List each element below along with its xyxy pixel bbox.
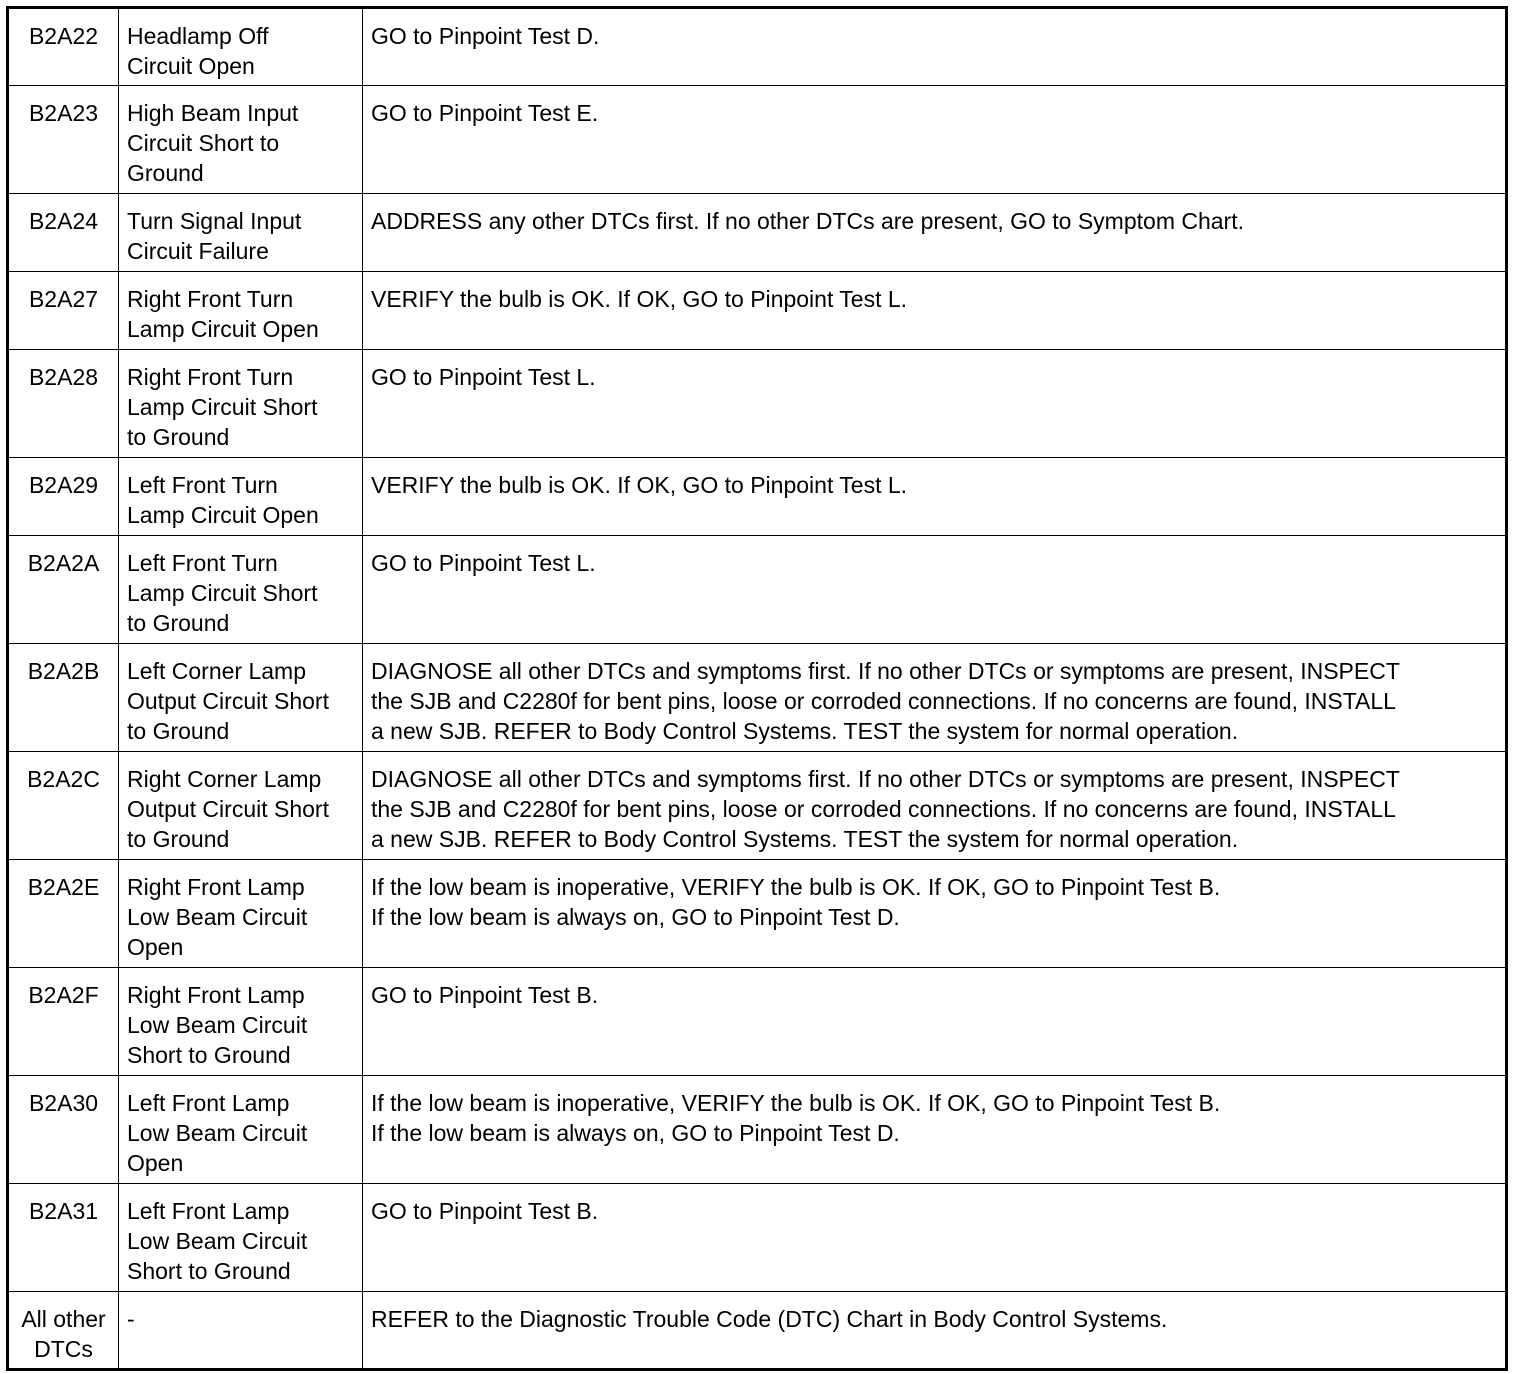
dtc-action: VERIFY the bulb is OK. If OK, GO to Pinpoint Test L. — [363, 272, 1507, 350]
dtc-code: B2A2F — [8, 968, 119, 1076]
dtc-action: ADDRESS any other DTCs first. If no other DTCs are present, GO to Symptom Chart. — [363, 194, 1507, 272]
dtc-code: B2A30 — [8, 1076, 119, 1184]
table-row — [8, 350, 1507, 458]
dtc-description: Turn Signal Input Circuit Failure — [119, 194, 363, 272]
dtc-code: B2A31 — [8, 1184, 119, 1292]
table-row — [8, 194, 1507, 272]
dtc-description: Left Front Lamp Low Beam Circuit Open — [119, 1076, 363, 1184]
dtc-description: Right Front Lamp Low Beam Circuit Open — [119, 860, 363, 968]
dtc-action: If the low beam is inoperative, VERIFY the bulb is OK. If OK, GO to Pinpoint Test B. If the low beam is always on, GO to Pinpoint Test D. — [363, 860, 1507, 968]
dtc-action: DIAGNOSE all other DTCs and symptoms first. If no other DTCs or symptoms are present, INSPECT the SJB and C2280f for bent pins, loose or corroded connections. If no concerns are found, INSTALL a new SJB. REFER to Body Control Systems. TEST the system for normal operation. — [363, 752, 1507, 860]
dtc-description: - — [119, 1292, 363, 1370]
dtc-description: Headlamp Off Circuit Open — [119, 8, 363, 86]
table-row — [8, 272, 1507, 350]
dtc-table-body — [8, 8, 1507, 1370]
dtc-description: Right Front Lamp Low Beam Circuit Short to Ground — [119, 968, 363, 1076]
dtc-description: Left Front Lamp Low Beam Circuit Short to Ground — [119, 1184, 363, 1292]
table-row — [8, 644, 1507, 752]
dtc-code: B2A2A — [8, 536, 119, 644]
dtc-action: If the low beam is inoperative, VERIFY the bulb is OK. If OK, GO to Pinpoint Test B. If the low beam is always on, GO to Pinpoint Test D. — [363, 1076, 1507, 1184]
dtc-code: B2A22 — [8, 8, 119, 86]
dtc-table — [6, 6, 1508, 1371]
dtc-description: Right Corner Lamp Output Circuit Short to Ground — [119, 752, 363, 860]
dtc-code: B2A27 — [8, 272, 119, 350]
dtc-action: VERIFY the bulb is OK. If OK, GO to Pinpoint Test L. — [363, 458, 1507, 536]
dtc-code: B2A2E — [8, 860, 119, 968]
dtc-description: Right Front Turn Lamp Circuit Short to Ground — [119, 350, 363, 458]
dtc-code: B2A23 — [8, 86, 119, 194]
dtc-code: B2A28 — [8, 350, 119, 458]
table-row — [8, 1076, 1507, 1184]
dtc-action: GO to Pinpoint Test L. — [363, 350, 1507, 458]
table-row — [8, 86, 1507, 194]
table-row — [8, 752, 1507, 860]
dtc-action: GO to Pinpoint Test B. — [363, 968, 1507, 1076]
dtc-code: B2A29 — [8, 458, 119, 536]
dtc-action: GO to Pinpoint Test D. — [363, 8, 1507, 86]
dtc-action: GO to Pinpoint Test B. — [363, 1184, 1507, 1292]
dtc-code: B2A24 — [8, 194, 119, 272]
table-row — [8, 968, 1507, 1076]
dtc-code: B2A2C — [8, 752, 119, 860]
table-row — [8, 860, 1507, 968]
table-row — [8, 1292, 1507, 1370]
table-row — [8, 8, 1507, 86]
dtc-action: DIAGNOSE all other DTCs and symptoms first. If no other DTCs or symptoms are present, INSPECT the SJB and C2280f for bent pins, loose or corroded connections. If no concerns are found, INSTALL a new SJB. REFER to Body Control Systems. TEST the system for normal operation. — [363, 644, 1507, 752]
dtc-code: All other DTCs — [8, 1292, 119, 1370]
dtc-description: High Beam Input Circuit Short to Ground — [119, 86, 363, 194]
dtc-action: GO to Pinpoint Test L. — [363, 536, 1507, 644]
table-row — [8, 458, 1507, 536]
dtc-description: Left Front Turn Lamp Circuit Open — [119, 458, 363, 536]
dtc-action: GO to Pinpoint Test E. — [363, 86, 1507, 194]
dtc-description: Left Front Turn Lamp Circuit Short to Ground — [119, 536, 363, 644]
table-row — [8, 536, 1507, 644]
dtc-description: Left Corner Lamp Output Circuit Short to Ground — [119, 644, 363, 752]
table-row — [8, 1184, 1507, 1292]
dtc-code: B2A2B — [8, 644, 119, 752]
dtc-action: REFER to the Diagnostic Trouble Code (DTC) Chart in Body Control Systems. — [363, 1292, 1507, 1370]
dtc-description: Right Front Turn Lamp Circuit Open — [119, 272, 363, 350]
